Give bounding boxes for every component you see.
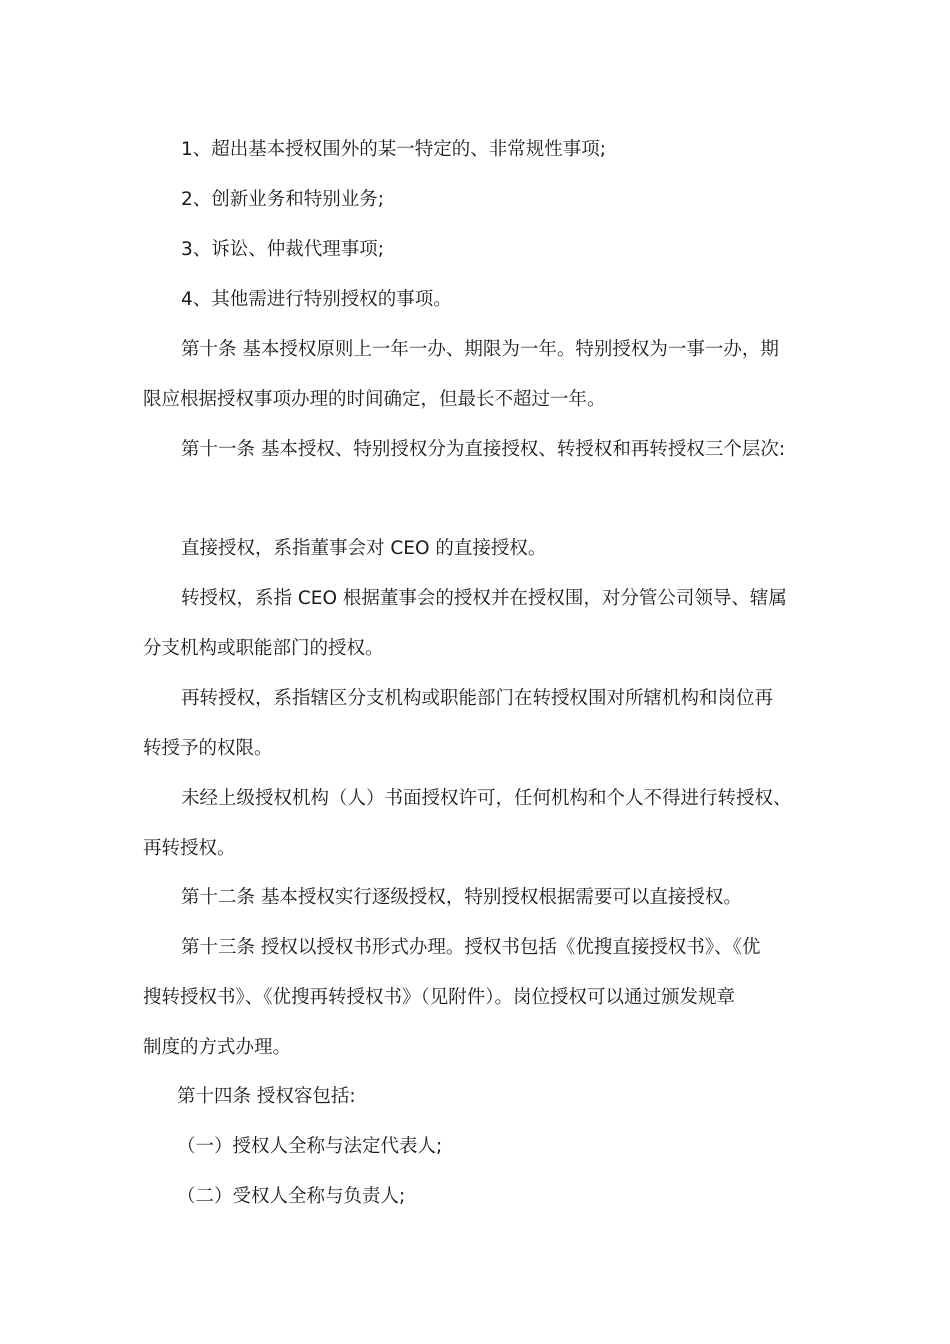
list-item-4: 4、其他需进行特别授权的事项。	[181, 289, 452, 310]
restriction-line-2: 再转授权。	[143, 838, 236, 859]
sub-authorization-line-1: 转授权，系指 CEO 根据董事会的授权并在授权围，对分管公司领导、辖属	[181, 588, 787, 609]
article-13-line-3: 制度的方式办理。	[143, 1037, 292, 1058]
article-14-item-1: （一）授权人全称与法定代表人;	[177, 1136, 443, 1157]
article-13-line-1: 第十三条 授权以授权书形式办理。授权书包括《优搜直接授权书》、《优	[181, 937, 761, 958]
article-10-line-2: 限应根据授权事项办理的时间确定，但最长不超过一年。	[143, 389, 606, 410]
re-sub-authorization-line-2: 转授予的权限。	[143, 738, 273, 759]
list-item-3: 3、诉讼、仲裁代理事项;	[181, 239, 385, 260]
article-12: 第十二条 基本授权实行逐级授权，特别授权根据需要可以直接授权。	[181, 887, 742, 908]
article-11: 第十一条 基本授权、特别授权分为直接授权、转授权和再转授权三个层次:	[181, 439, 786, 460]
list-item-1: 1、超出基本授权围外的某一特定的、非常规性事项;	[181, 139, 607, 160]
restriction-line-1: 未经上级授权机构（人）书面授权许可，任何机构和个人不得进行转授权、	[181, 788, 792, 809]
article-10-line-1: 第十条 基本授权原则上一年一办、期限为一年。特别授权为一事一办，期	[181, 339, 779, 360]
list-item-2: 2、创新业务和特别业务;	[181, 189, 385, 210]
article-13-line-2: 搜转授权书》、《优搜再转授权书》（见附件）。岗位授权可以通过颁发规章	[143, 987, 736, 1008]
direct-authorization: 直接授权，系指董事会对 CEO 的直接授权。	[181, 538, 547, 559]
re-sub-authorization-line-1: 再转授权，系指辖区分支机构或职能部门在转授权围对所辖机构和岗位再	[181, 688, 774, 709]
article-14-item-2: （二）受权人全称与负责人;	[177, 1186, 406, 1207]
sub-authorization-line-2: 分支机构或职能部门的授权。	[143, 638, 384, 659]
article-14: 第十四条 授权容包括:	[177, 1086, 356, 1107]
